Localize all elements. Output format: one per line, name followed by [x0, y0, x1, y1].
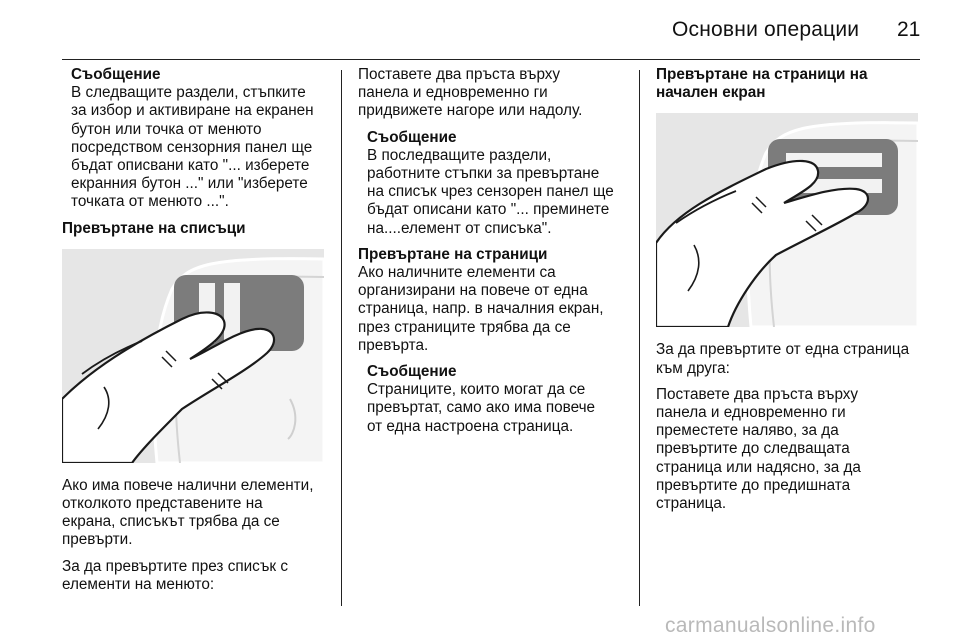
note-line: работните стъпки за превъртане — [367, 165, 600, 183]
paragraph-line: превъртите до следващата — [656, 440, 850, 458]
paragraph-line: през страниците трябва да се — [358, 318, 571, 336]
note-line: бъдат описани като "... преминете — [367, 201, 610, 219]
column-divider-1 — [341, 70, 342, 606]
paragraph-line: превърта. — [358, 336, 429, 354]
paragraph-line: придвижете нагоре или надолу. — [358, 102, 583, 120]
note-line: на списък чрез сензорен панел ще — [367, 183, 614, 201]
paragraph-line: панела и едновременно ги — [358, 84, 548, 102]
paragraph-line: страница или надясно, за да — [656, 458, 861, 476]
touchpad-scroll-illustration — [62, 249, 324, 463]
note-box — [62, 66, 334, 212]
section-heading-scroll-lists: Превъртане на списъци — [62, 219, 246, 237]
note-box — [358, 363, 632, 436]
paragraph-line: екрана, списъкът трябва да се — [62, 513, 280, 531]
note-line: В следващите раздели, стъпките — [71, 84, 306, 102]
note-line: точката от менюто ...". — [71, 193, 229, 211]
note-title: Съобщение — [367, 128, 457, 146]
note-line: Страниците, които могат да се — [367, 381, 586, 399]
paragraph-line: отколкото представените на — [62, 495, 263, 513]
note-title: Съобщение — [367, 363, 457, 381]
page-title: Основни операции — [672, 18, 860, 41]
section-heading-home-pages: Превъртане на страници на — [656, 66, 868, 83]
paragraph-line: Ако наличните елементи са — [358, 264, 556, 282]
paragraph-line: към друга: — [656, 359, 730, 377]
header-rule — [62, 59, 920, 60]
paragraph-line: За да превъртите през списък с — [62, 557, 288, 575]
paragraph-line: преместете наляво, за да — [656, 422, 839, 440]
column-2 — [358, 66, 632, 436]
note-line: бутон или точка от менюто — [71, 120, 262, 138]
paragraph-line: елементи на менюто: — [62, 575, 215, 593]
column-divider-2 — [639, 70, 640, 606]
section-heading-home-pages-cont: начален екран — [656, 84, 766, 102]
paragraph-line: Поставете два пръста върху — [358, 66, 561, 83]
paragraph-line: Ако има повече налични елементи, — [62, 476, 314, 494]
paragraph-line: превърти. — [62, 531, 133, 549]
footer-watermark: carmanualsonline.info — [665, 614, 876, 637]
paragraph-line: превъртите до предишната — [656, 476, 851, 494]
paragraph-line: организирани на повече от една — [358, 282, 588, 300]
note-line: превъртат, само ако има повече — [367, 399, 596, 417]
touchpad-swipe-illustration — [656, 113, 918, 327]
paragraph-line: Поставете два пръста върху — [656, 385, 859, 403]
section-heading-scroll-pages: Превъртане на страници — [358, 245, 548, 263]
note-title: Съобщение — [71, 66, 161, 83]
column-3 — [656, 66, 922, 513]
note-line: на....елемент от списъка". — [367, 219, 552, 237]
note-line: от една настроена страница. — [367, 417, 574, 435]
note-line: посредством сензорния панел ще — [71, 138, 313, 156]
page-number: 21 — [897, 18, 921, 41]
page-header — [0, 0, 960, 60]
paragraph-line: страница. — [656, 495, 727, 513]
note-line: за избор и активиране на екранен — [71, 102, 314, 120]
note-line: В последващите раздели, — [367, 146, 552, 164]
note-line: бъдат описвани като "... изберете — [71, 157, 310, 175]
column-1 — [62, 66, 334, 594]
paragraph-line: панела и едновременно ги — [656, 404, 846, 422]
note-line: екранния бутон ..." или "изберете — [71, 175, 308, 193]
paragraph-line: За да превъртите от една страница — [656, 341, 910, 359]
note-box — [358, 129, 632, 238]
paragraph-line: страница, напр. в началния екран, — [358, 300, 604, 318]
